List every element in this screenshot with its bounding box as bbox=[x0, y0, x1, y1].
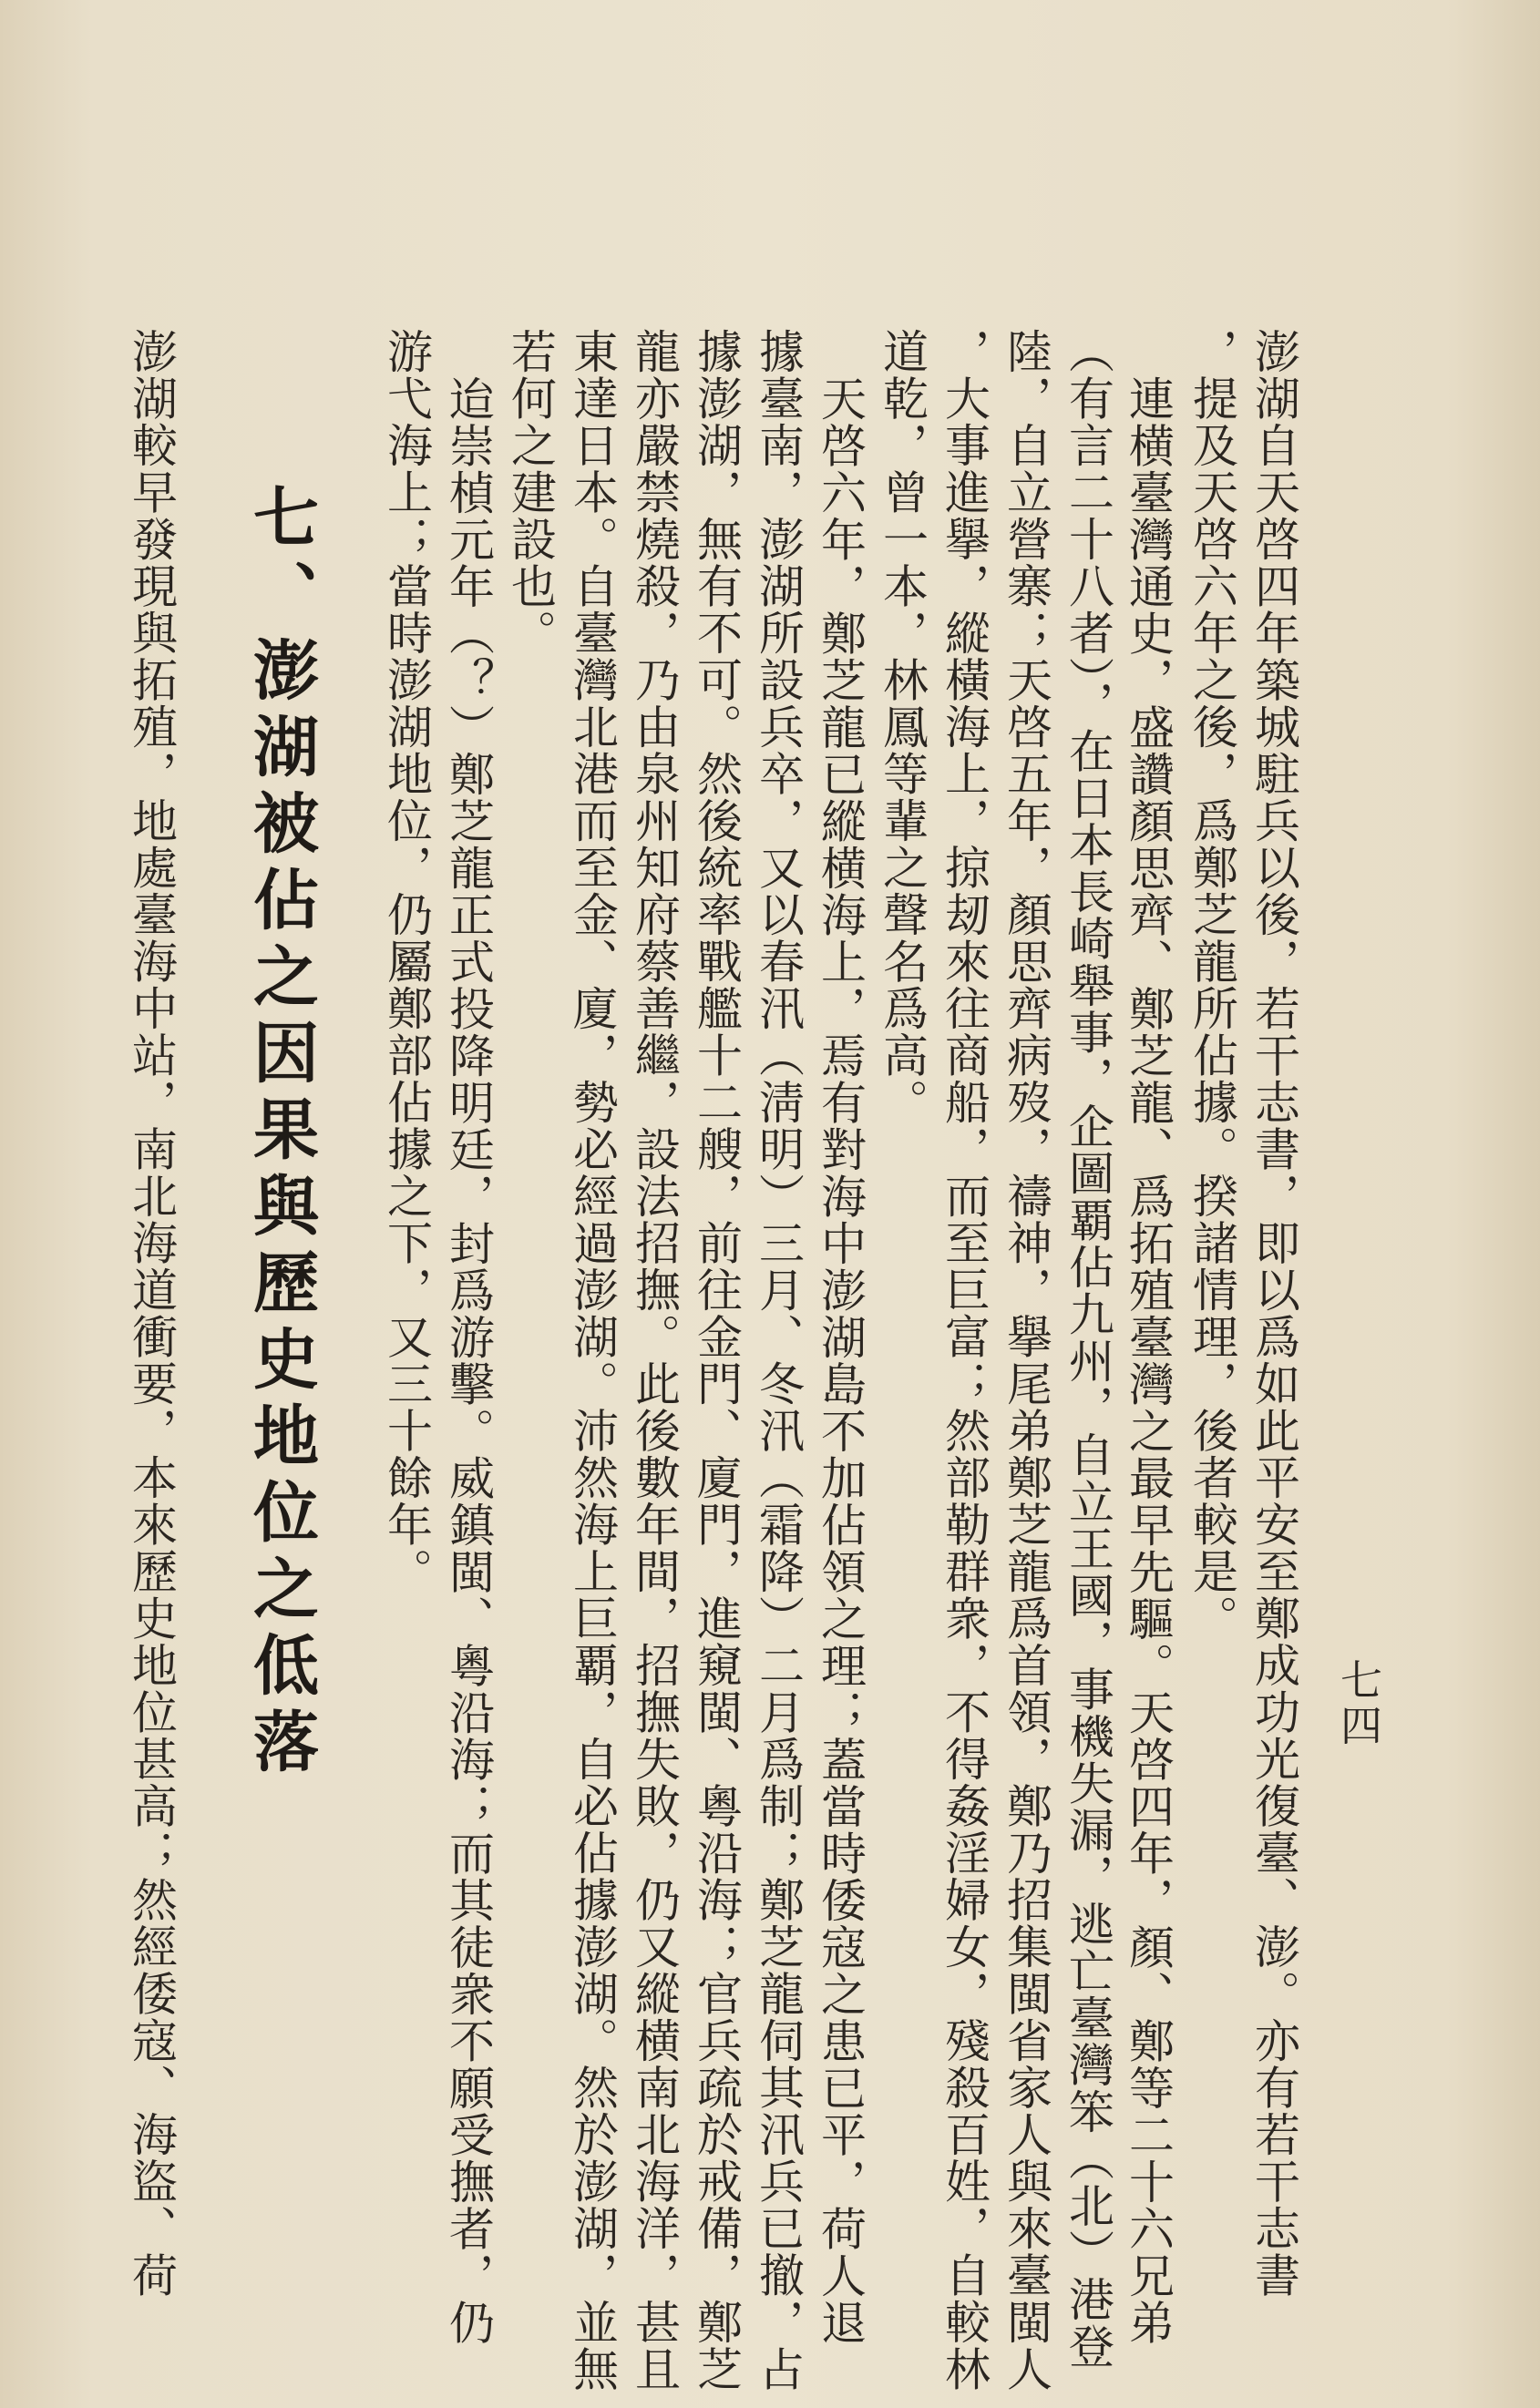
text-column: 道乾，曾一本，林鳳等輩之聲名爲高。 bbox=[876, 328, 929, 1126]
text-column: 龍亦嚴禁燒殺，乃由泉州知府蔡善繼，設法招撫。此後數年間，招撫失敗，仍又縱横南北海洋，甚且 bbox=[628, 328, 681, 2393]
text-column: 迨崇楨元年（？）鄭芝龍正式投降明廷，封爲游擊。威鎮閩、粵沿海；而其徒衆不願受撫者，仍 bbox=[442, 375, 495, 2346]
text-column: ，大事進擧，縱橫海上，掠刼來往商船，而至巨富；然部勒群衆，不得姦淫婦女，殘殺百姓，自較林 bbox=[938, 328, 991, 2393]
text-column: 天啓六年，鄭芝龍已縱横海上，焉有對海中澎湖島不加佔領之理；蓋當時倭寇之患已平，荷人退 bbox=[814, 375, 867, 2346]
text-column: 澎湖較早發現與拓殖，地處臺海中站，南北海道衝要，本來歷史地位甚高；然經倭寇、海盜、荷 bbox=[125, 328, 178, 2299]
text-column: 據臺南，澎湖所設兵卒，又以春汛（淸明）三月、冬汛（霜降）二月爲制；鄭芝龍伺其汛兵已撤，占 bbox=[752, 328, 805, 2393]
text-column: 連横臺灣通史，盛讚顏思齊、鄭芝龍、爲拓殖臺灣之最早先驅。天啓四年，顏、鄭等二十六兄弟 bbox=[1122, 375, 1175, 2346]
text-column: 東達日本。自臺灣北港而至金、廈，勢必經過澎湖。沛然海上巨覇，自必佔據澎湖。然於澎湖，並無 bbox=[566, 328, 619, 2393]
page-number: 七四 bbox=[1334, 1658, 1383, 1749]
section-heading: 七、澎湖被佔之因果與歷史地位之低落 bbox=[242, 483, 320, 1784]
text-column: 游弋海上；當時澎湖地位，仍屬鄭部佔據之下，又三十餘年。 bbox=[380, 328, 433, 1595]
text-column: （有言二十八者），在日本長崎舉事，企圖覇佔九州，自立王國，事機失漏，逃亡臺灣笨（北）港登 bbox=[1062, 328, 1114, 2370]
text-column: 陸，自立營寨；天啓五年，顏思齊病歿，禱神，擧尾弟鄭芝龍爲首領，鄭乃招集閩省家人與來臺閩人 bbox=[1000, 328, 1052, 2393]
text-column: 澎湖自天啓四年築城駐兵以後，若干志書，即以爲如此平安至鄭成功光復臺、澎。亦有若干志書 bbox=[1247, 328, 1300, 2299]
text-column: 若何之建設也。 bbox=[504, 328, 557, 657]
text-column: ，提及天啓六年之後，爲鄭芝龍所佔據。揆諸情理，後者較是。 bbox=[1186, 328, 1238, 1642]
text-column: 據澎湖，無有不可。然後統率戰艦十二艘，前往金門、廈門，進窺閩、粵沿海；官兵疏於戒備，鄭芝 bbox=[690, 328, 743, 2393]
